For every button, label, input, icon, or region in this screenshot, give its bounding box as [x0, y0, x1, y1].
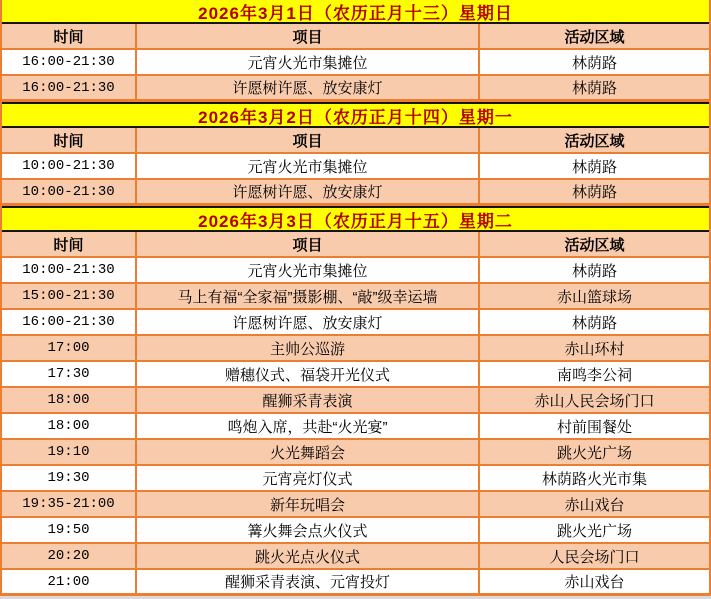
column-header-event: 项目	[137, 24, 480, 48]
time-cell: 19:30	[2, 466, 137, 490]
event-cell: 火光舞蹈会	[137, 440, 480, 464]
area-cell: 林荫路火光市集	[541, 470, 647, 488]
event-cell: 醒狮采青表演	[137, 388, 480, 412]
schedule-row	[2, 414, 709, 440]
time-cell: 19:10	[2, 440, 137, 464]
schedule-row	[2, 466, 709, 492]
schedule-row	[2, 388, 709, 414]
area-cell: 跳火光广场	[556, 444, 632, 462]
event-cell: 跳火光点火仪式	[137, 544, 480, 568]
event-cell: 篝火舞会点火仪式	[137, 518, 480, 542]
column-header-time: 时间	[2, 232, 137, 256]
time-cell: 19:50	[2, 518, 137, 542]
section-title: 2026年3月3日（农历正月十五）星期二	[198, 211, 513, 230]
area-cell: 林荫路	[571, 184, 617, 201]
area-cell: 村前围餐处	[556, 418, 632, 436]
section-title: 2026年3月1日（农历正月十三）星期日	[198, 3, 513, 22]
time-cell: 20:20	[2, 544, 137, 568]
area-cell: 林荫路	[571, 262, 617, 280]
column-header-row	[2, 232, 709, 258]
schedule-row	[2, 50, 709, 76]
column-header-event: 项目	[137, 128, 480, 152]
area-cell: 赤山人民会场门口	[534, 392, 655, 410]
time-cell: 10:00-21:30	[2, 154, 137, 178]
area-cell: 赤山戏台	[564, 574, 625, 591]
time-cell: 10:00-21:30	[2, 180, 137, 203]
event-cell: 元宵火光市集摊位	[137, 258, 480, 282]
schedule-row	[2, 258, 709, 284]
area-cell: 人民会场门口	[549, 548, 640, 566]
schedule-row	[2, 284, 709, 310]
schedule-row	[2, 544, 709, 570]
time-cell: 15:00-21:30	[2, 284, 137, 308]
schedule-row	[2, 180, 709, 206]
schedule-row	[2, 154, 709, 180]
time-cell: 19:35-21:00	[2, 492, 137, 516]
event-cell: 许愿树许愿、放安康灯	[137, 180, 480, 203]
schedule-section	[2, 102, 709, 206]
area-cell: 南鸣李公祠	[556, 366, 632, 384]
column-header-area: 活动区域	[564, 236, 625, 254]
schedule-row	[2, 570, 709, 596]
section-title: 2026年3月2日（农历正月十四）星期一	[198, 107, 513, 126]
column-header-row	[2, 24, 709, 50]
schedule-row	[2, 518, 709, 544]
section-title-row	[2, 206, 709, 232]
column-header-row	[2, 128, 709, 154]
time-cell: 17:30	[2, 362, 137, 386]
event-cell: 元宵火光市集摊位	[137, 50, 480, 74]
time-cell: 21:00	[2, 570, 137, 593]
area-cell: 赤山戏台	[564, 496, 625, 514]
event-cell: 赠穗仪式、福袋开光仪式	[137, 362, 480, 386]
schedule-row	[2, 310, 709, 336]
section-title-row	[2, 0, 709, 24]
schedule-section	[2, 206, 709, 596]
event-cell: 醒狮采青表演、元宵投灯	[137, 570, 480, 593]
schedule-row	[2, 492, 709, 518]
area-cell: 跳火光广场	[556, 522, 632, 540]
schedule-section	[2, 0, 709, 102]
time-cell: 16:00-21:30	[2, 310, 137, 334]
event-cell: 鸣炮入席，共赴“火光宴”	[137, 414, 480, 438]
column-header-area: 活动区域	[564, 132, 625, 150]
event-cell: 元宵亮灯仪式	[137, 466, 480, 490]
column-header-time: 时间	[2, 128, 137, 152]
column-header-event: 项目	[137, 232, 480, 256]
time-cell: 18:00	[2, 388, 137, 412]
time-cell: 16:00-21:30	[2, 76, 137, 99]
event-cell: 马上有福“全家福”摄影棚、“敲”级幸运墙	[137, 284, 480, 308]
schedule-row	[2, 362, 709, 388]
time-cell: 10:00-21:30	[2, 258, 137, 282]
schedule-row	[2, 440, 709, 466]
schedule-row	[2, 336, 709, 362]
section-title-row	[2, 102, 709, 128]
time-cell: 16:00-21:30	[2, 50, 137, 74]
area-cell: 林荫路	[571, 80, 617, 97]
area-cell: 赤山篮球场	[556, 288, 632, 306]
time-cell: 17:00	[2, 336, 137, 360]
time-cell: 18:00	[2, 414, 137, 438]
event-cell: 元宵火光市集摊位	[137, 154, 480, 178]
event-cell: 新年玩唱会	[137, 492, 480, 516]
area-cell: 赤山环村	[564, 340, 625, 358]
area-cell: 林荫路	[571, 158, 617, 176]
area-cell: 林荫路	[571, 54, 617, 72]
column-header-area: 活动区域	[564, 28, 625, 46]
event-cell: 许愿树许愿、放安康灯	[137, 310, 480, 334]
schedule-row	[2, 76, 709, 102]
event-cell: 主帅公巡游	[137, 336, 480, 360]
event-cell: 许愿树许愿、放安康灯	[137, 76, 480, 99]
column-header-time: 时间	[2, 24, 137, 48]
area-cell: 林荫路	[571, 314, 617, 332]
